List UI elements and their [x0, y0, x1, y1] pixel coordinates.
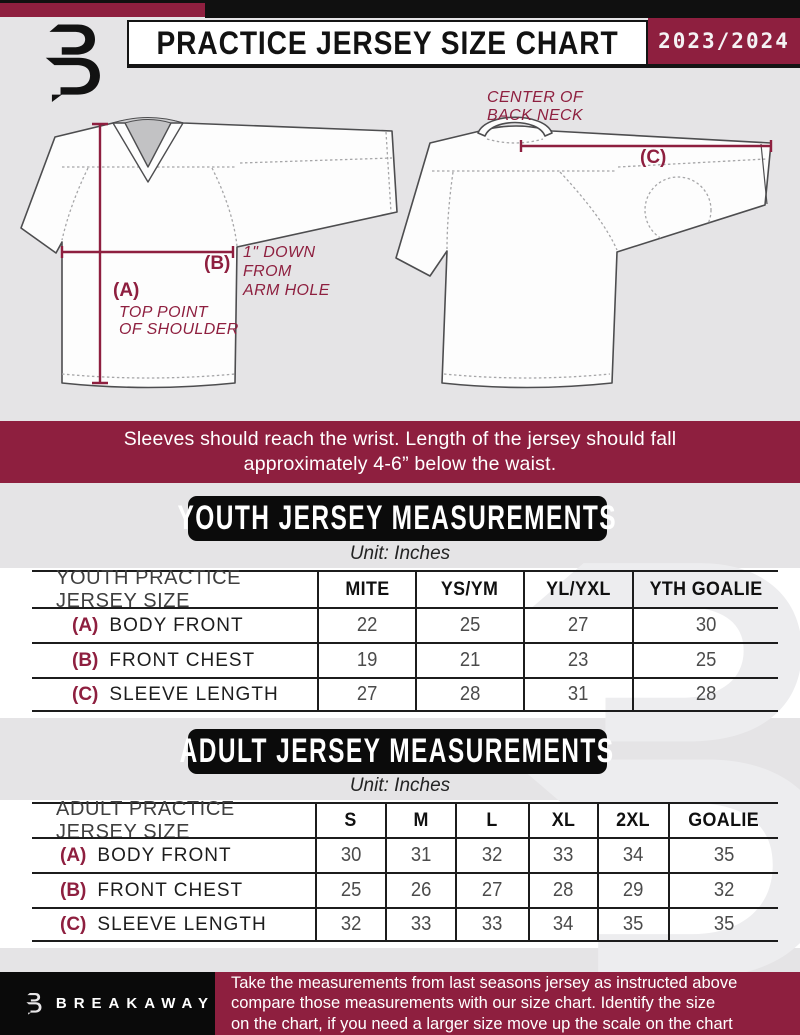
table-cell: 25	[415, 607, 523, 642]
youth-row-front-chest-label: (B) FRONT CHEST	[32, 642, 317, 677]
youth-row-body-front-label: (A) BODY FRONT	[32, 607, 317, 642]
label-b-line2: FROM	[243, 263, 292, 280]
youth-col-ylyxl: YL/YXL	[523, 570, 632, 607]
table-cell: 26	[385, 872, 455, 907]
table-cell: 34	[528, 907, 597, 942]
adult-row-body-front-label: (A) BODY FRONT	[32, 837, 315, 872]
adult-section-title-box	[180, 729, 615, 774]
footer-instructions	[215, 972, 800, 1035]
header-black-bar	[205, 0, 800, 18]
adult-unit-label: Unit: Inches	[349, 775, 451, 796]
youth-section-title-box	[177, 496, 618, 541]
table-cell: 25	[632, 642, 778, 677]
table-cell: 27	[523, 607, 632, 642]
footer-brand-name: BREAKAWAY	[55, 995, 215, 1012]
youth-row-sleeve-length-label: (C) SLEEVE LENGTH	[32, 677, 317, 712]
label-b-line3: ARM HOLE	[243, 282, 330, 299]
header-maroon-strip	[0, 3, 205, 17]
jersey-measurement-diagram	[0, 70, 800, 420]
breakaway-footer-logo-icon	[24, 985, 43, 1022]
table-cell: 27	[455, 872, 528, 907]
label-b-line1: 1" DOWN	[243, 244, 316, 261]
table-cell: 31	[385, 837, 455, 872]
adult-table-header-label-cell: ADULT PRACTICE JERSEY SIZE	[32, 802, 315, 837]
page-title-box	[127, 20, 648, 68]
adult-col-goalie: GOALIE	[668, 802, 778, 837]
fit-note-line2: approximately 4-6” below the waist.	[243, 453, 557, 475]
label-a-line2: OF SHOULDER	[119, 321, 239, 338]
footer-brand-block	[0, 972, 215, 1035]
youth-size-table	[32, 566, 778, 712]
label-a-tag: (A)	[113, 280, 140, 301]
adult-size-table	[32, 797, 778, 942]
adult-section-title: ADULT JERSEY MEASUREMENTS	[180, 732, 615, 770]
label-c-tag: (C)	[640, 147, 667, 168]
adult-row-sleeve-length-label: (C) SLEEVE LENGTH	[32, 907, 315, 942]
table-cell: 29	[597, 872, 668, 907]
table-cell: 33	[455, 907, 528, 942]
table-cell: 35	[668, 837, 778, 872]
table-cell: 30	[632, 607, 778, 642]
adult-col-xl: XL	[528, 802, 597, 837]
label-b-tag: (B)	[204, 253, 231, 274]
table-cell: 32	[455, 837, 528, 872]
youth-col-ysym: YS/YM	[415, 570, 523, 607]
youth-unit-label: Unit: Inches	[349, 543, 451, 564]
table-cell: 34	[597, 837, 668, 872]
table-cell: 31	[523, 677, 632, 712]
adult-row-front-chest-label: (B) FRONT CHEST	[32, 872, 315, 907]
fit-note-line1: Sleeves should reach the wrist. Length of the jersey should fall	[123, 428, 677, 450]
table-cell: 19	[317, 642, 415, 677]
youth-section-title: YOUTH JERSEY MEASUREMENTS	[177, 499, 618, 537]
label-c-line1: CENTER OF	[487, 89, 584, 106]
table-cell: 21	[415, 642, 523, 677]
season-label: 2023/2024	[658, 29, 790, 53]
table-cell: 32	[315, 907, 385, 942]
table-cell: 35	[668, 907, 778, 942]
footer-instruction-line2: compare those measurements with our size chart. Identify the size	[231, 994, 716, 1013]
table-cell: 23	[523, 642, 632, 677]
label-a-line1: TOP POINT	[119, 304, 208, 321]
youth-col-goalie: YTH GOALIE	[632, 570, 778, 607]
label-c-line2: BACK NECK	[487, 107, 584, 124]
table-cell: 35	[597, 907, 668, 942]
footer-instruction-line1: Take the measurements from last seasons jersey as instructed above	[231, 973, 738, 992]
adult-col-m: M	[385, 802, 455, 837]
fit-note-banner	[0, 421, 800, 483]
table-cell: 27	[317, 677, 415, 712]
table-cell: 33	[528, 837, 597, 872]
adult-col-2xl: 2XL	[597, 802, 668, 837]
youth-table-header-label-cell: YOUTH PRACTICE JERSEY SIZE	[32, 570, 317, 607]
table-cell: 32	[668, 872, 778, 907]
adult-col-l: L	[455, 802, 528, 837]
jersey-back-diagram	[396, 117, 771, 387]
page-title: PRACTICE JERSEY SIZE CHART	[156, 24, 619, 61]
table-cell: 33	[385, 907, 455, 942]
table-cell: 25	[315, 872, 385, 907]
table-cell: 28	[415, 677, 523, 712]
table-cell: 22	[317, 607, 415, 642]
youth-col-mite: MITE	[317, 570, 415, 607]
table-cell: 28	[632, 677, 778, 712]
adult-col-s: S	[315, 802, 385, 837]
table-cell: 28	[528, 872, 597, 907]
footer-instruction-line3: on the chart, if you need a larger size move up the scale on the chart	[231, 1014, 733, 1033]
season-badge	[648, 18, 800, 68]
table-cell: 30	[315, 837, 385, 872]
